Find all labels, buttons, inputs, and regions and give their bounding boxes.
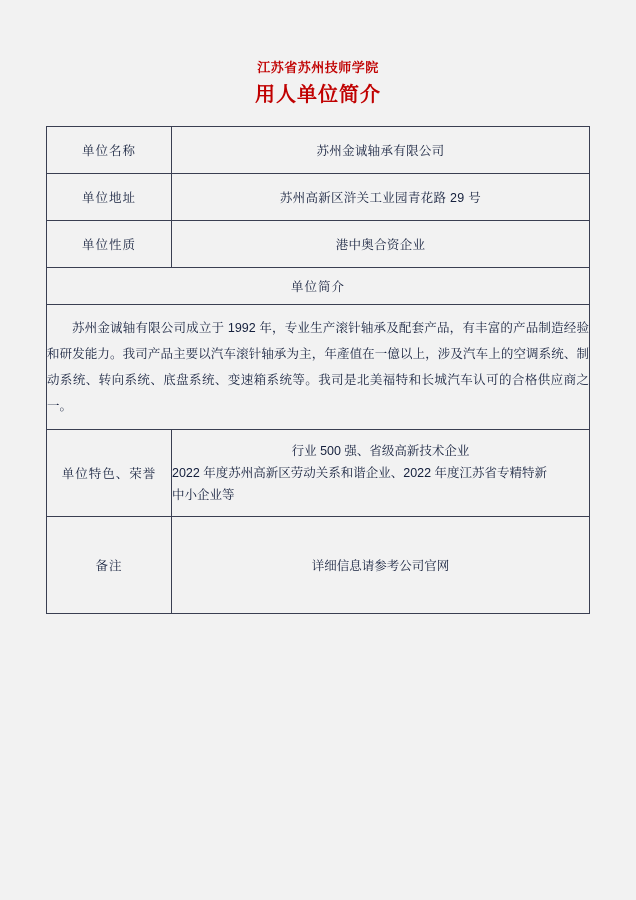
row-label-company-type: 单位性质: [47, 221, 172, 268]
table-row: [47, 305, 590, 430]
page-title: 用人单位简介: [255, 84, 381, 106]
row-label-company-name: 单位名称: [47, 127, 172, 174]
table-row: [47, 127, 590, 174]
table-row: [47, 268, 590, 305]
row-value-company-type: 港中奥合资企业: [172, 221, 590, 268]
info-table-wrapper: [46, 126, 590, 614]
honor-line-3: 中小企业等: [172, 488, 235, 502]
row-label-remark: 备注: [47, 517, 172, 614]
company-intro-cell: [47, 305, 590, 430]
row-value-company-name: 苏州金诚轴承有限公司: [172, 127, 590, 174]
table-row: [47, 430, 590, 517]
table-row: [47, 517, 590, 614]
honor-line-1: 行业 500 强、省级高新技术企业: [291, 444, 470, 458]
row-value-honors: [172, 430, 590, 517]
row-label-honors: 单位特色、荣誉: [47, 430, 172, 517]
section-heading-company-intro: 单位简介: [47, 268, 590, 305]
honor-line-2: 2022 年度苏州高新区劳动关系和谐企业、2022 年度江苏省专精特新: [172, 466, 548, 480]
row-label-company-address: 单位地址: [47, 174, 172, 221]
employer-info-table: [46, 126, 590, 614]
row-value-company-address: 苏州高新区浒关工业园青花路 29 号: [172, 174, 590, 221]
document-header: [0, 0, 636, 110]
row-value-remark: 详细信息请参考公司官网: [172, 517, 590, 614]
organization-name: 江苏省苏州技师学院: [257, 60, 379, 75]
company-intro-paragraph: 苏州金诚轴有限公司成立于 1992 年，专业生产滚针轴承及配套产品，有丰富的产品制造经验和研发能力。我司产品主要以汽车滚针轴承为主，年產值在一億以上，涉及汽车上的空调系统、制动系统、转向系统、底盘系统、变速箱系统等。我司是北美福特和长城汽车认可的合格供应商之一。: [47, 321, 589, 413]
table-row: [47, 174, 590, 221]
table-row: [47, 221, 590, 268]
